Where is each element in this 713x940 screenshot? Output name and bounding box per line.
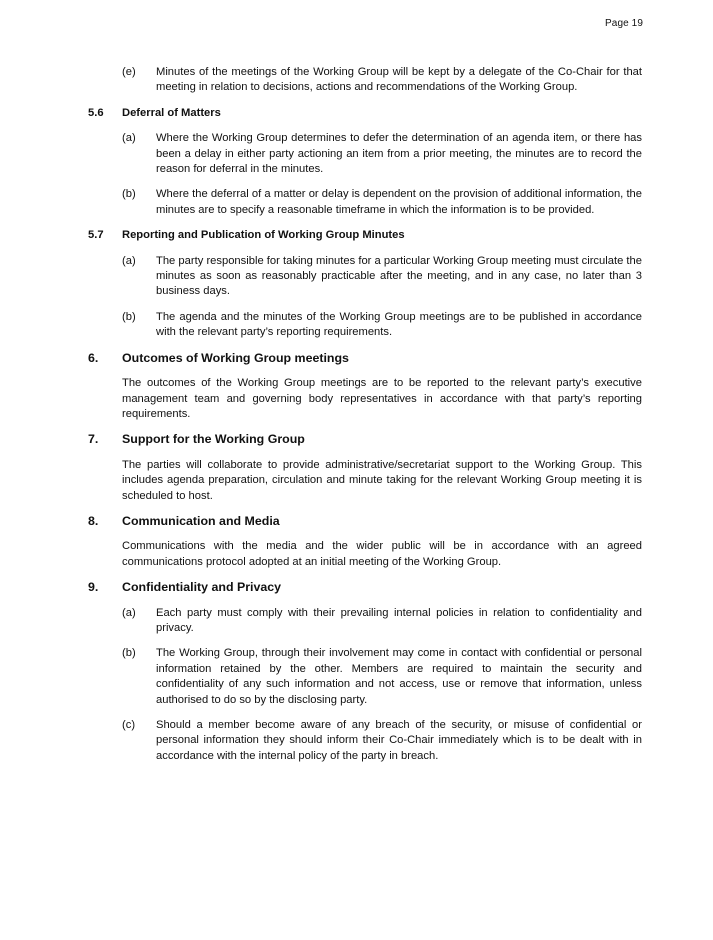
clause-label: (a) — [122, 254, 136, 267]
clause-item — [122, 606, 642, 637]
section-heading — [88, 432, 642, 447]
clause-label: (b) — [122, 647, 136, 660]
section-paragraph: The parties will collaborate to provide administrative/secretariat support to the Working Group. This includes agenda preparation, circulation and minute taking for the relevant Working Group meeting it is scheduled to host. — [122, 458, 642, 502]
clause-item — [122, 646, 642, 708]
section-title: Confidentiality and Privacy — [122, 580, 282, 595]
clause-text: Each party must comply with their prevailing internal policies in relation to confidentiality and privacy. — [156, 606, 642, 634]
clause-item — [122, 310, 642, 341]
clause-label: (b) — [122, 188, 136, 201]
clause-text: The Working Group, through their involvement may come in contact with confidential or personal information retained by the other. Members are required to maintain the security and confidentiality of any such information and not access, use or remove that information, unless authorised to do so by the disclosing party. — [156, 647, 642, 706]
clause-text: Minutes of the meetings of the Working Group will be kept by a delegate of the Co-Chair for that meeting in relation to decisions, actions and recommendations of the Working Group. — [156, 66, 642, 94]
clause-label: (a) — [122, 606, 136, 619]
section-title: Communication and Media — [122, 513, 280, 528]
subsection-title: Reporting and Publication of Working Group Minutes — [122, 229, 405, 242]
clause-item — [122, 718, 642, 764]
subsection-title: Deferral of Matters — [122, 106, 221, 119]
clause-item — [122, 187, 642, 218]
section-heading — [88, 351, 642, 366]
section-number: 9. — [88, 580, 99, 595]
section-paragraph: The outcomes of the Working Group meetings are to be reported to the relevant party’s executive management team and governing body representatives in accordance with that party’s reporting requirements. — [122, 377, 642, 420]
section-number: 6. — [88, 350, 99, 365]
subsection-number: 5.7 — [88, 229, 104, 242]
clause-item — [122, 65, 642, 96]
subsection-heading — [88, 228, 642, 243]
clause-text: Where the deferral of a matter or delay is dependent on the provision of additional information, the minutes are to specify a reasonable timeframe in which the information is to be provided. — [156, 188, 642, 216]
subsection-number: 5.6 — [88, 106, 104, 119]
section-paragraph: Communications with the media and the wider public will be in accordance with an agreed communications protocol adopted at an initial meeting of the Working Group. — [122, 540, 642, 568]
section-number: 8. — [88, 513, 99, 528]
page-number: Page 19 — [605, 18, 643, 29]
clause-text: The party responsible for taking minutes for a particular Working Group meeting must circulate the minutes as soon as reasonably practicable after the meeting, and in any case, no later than 3 business days. — [156, 254, 642, 298]
clause-text: Should a member become aware of any breach of the security, or misuse of confidential or personal information they should inform their Co-Chair immediately which is to be dealt with in accordance with the internal policy of the party in breach. — [156, 719, 642, 762]
section-title: Support for the Working Group — [122, 432, 305, 447]
clause-label: (e) — [122, 66, 136, 78]
clause-label: (b) — [122, 310, 136, 323]
clause-text: Where the Working Group determines to defer the determination of an agenda item, or there has been a delay in either party actioning an item from a prior meeting, the minutes are to record the reason for deferral in the minutes. — [156, 132, 642, 176]
section-heading — [88, 514, 642, 529]
clause-text: The agenda and the minutes of the Working Group meetings are to be published in accordance with the relevant party’s reporting requirements. — [156, 310, 642, 339]
document-body — [88, 65, 642, 774]
clause-item — [122, 131, 642, 177]
section-heading — [88, 580, 642, 595]
clause-label: (a) — [122, 132, 136, 145]
clause-label: (c) — [122, 719, 136, 731]
section-number: 7. — [88, 432, 99, 447]
subsection-heading — [88, 106, 642, 121]
section-title: Outcomes of Working Group meetings — [122, 350, 349, 365]
clause-item — [122, 254, 642, 300]
